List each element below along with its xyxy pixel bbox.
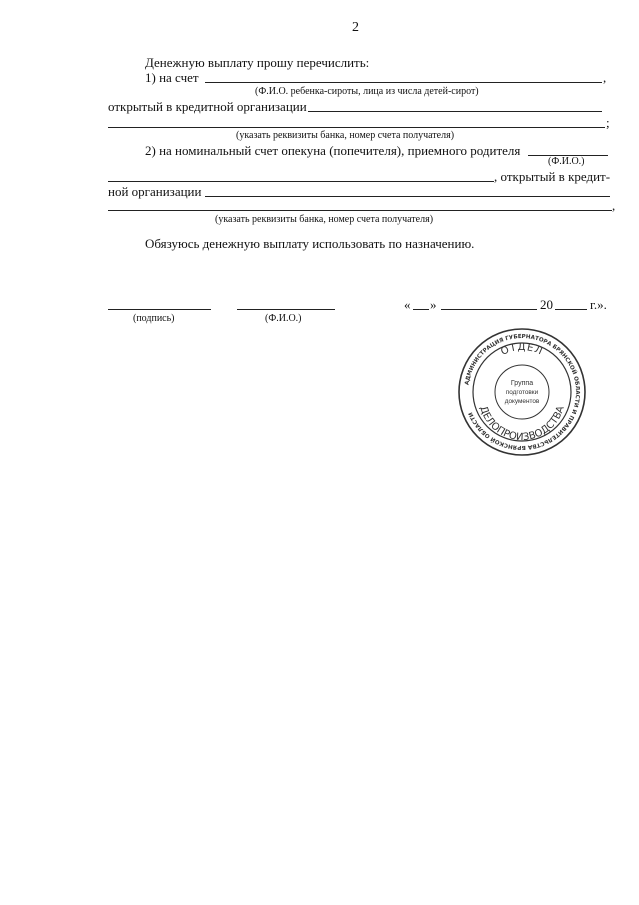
date-year-prefix: 20 — [540, 297, 553, 312]
item1-fio-caption: (Ф.И.О. ребенка-сироты, лица из числа детей-сирот) — [255, 86, 479, 97]
stamp-arc-top: ОТДЕЛ — [499, 341, 545, 358]
item2-bank-line — [205, 196, 610, 197]
stamp-center-line3: документов — [504, 398, 540, 405]
signature-fio-caption: (Ф.И.О.) — [265, 313, 302, 324]
item2-bank-caption: (указать реквизиты банка, номер счета получателя) — [215, 214, 434, 225]
page-number: 2 — [352, 20, 359, 35]
signature-fio-line — [237, 309, 335, 310]
stamp-center-line2: подготовки — [505, 389, 539, 396]
date-month-line — [441, 309, 537, 310]
item2-fio-caption: (Ф.И.О.) — [548, 156, 585, 167]
item2-requisites-line — [108, 210, 612, 211]
item1-account-line — [205, 82, 602, 83]
item1-trailing-comma: , — [603, 70, 607, 85]
date-close-quote: » — [430, 297, 437, 312]
item1-bank-caption: (указать реквизиты банка, номер счета получателя) — [236, 130, 455, 141]
date-year-suffix: г.». — [590, 297, 607, 312]
item1-bank-line — [308, 111, 602, 112]
stamp-arc-bottom: ДЕЛОПРОИЗВОДСТВА — [477, 404, 567, 444]
date-year-line — [555, 309, 587, 310]
intro-text: Денежную выплату прошу перечислить: — [145, 55, 370, 70]
commitment-text: Обязуюсь денежную выплату использовать по назначению. — [145, 236, 475, 251]
signature-line — [108, 309, 211, 310]
stamp-ring-text: АДМИНИСТРАЦИЯ ГУБЕРНАТОРА БРЯНСКОЙ ОБЛАСТИ И ПРАВИТЕЛЬСТВА БРЯНСКОЙ ОБЛАСТИ — [464, 333, 581, 451]
official-stamp — [457, 327, 587, 457]
item2-fio-line — [108, 181, 494, 182]
item2-end-comma: , — [612, 198, 616, 213]
stamp-center-line1: Группа — [510, 380, 534, 387]
item1-opened-in: открытый в кредитной организации — [108, 99, 307, 114]
item1-label: 1) на счет — [145, 70, 199, 85]
date-day-line — [413, 309, 429, 310]
date-open-quote: « — [404, 297, 411, 312]
item1-requisites-line — [108, 127, 605, 128]
item1-end-semicolon: ; — [606, 115, 610, 130]
item2-opened-in-part2: ной организации — [108, 184, 202, 199]
item2-opened-in-part1: , открытый в кредит- — [494, 169, 611, 184]
item2-label: 2) на номинальный счет опекуна (попечителя), приемного родителя — [145, 143, 521, 158]
signature-caption: (подпись) — [133, 313, 175, 324]
